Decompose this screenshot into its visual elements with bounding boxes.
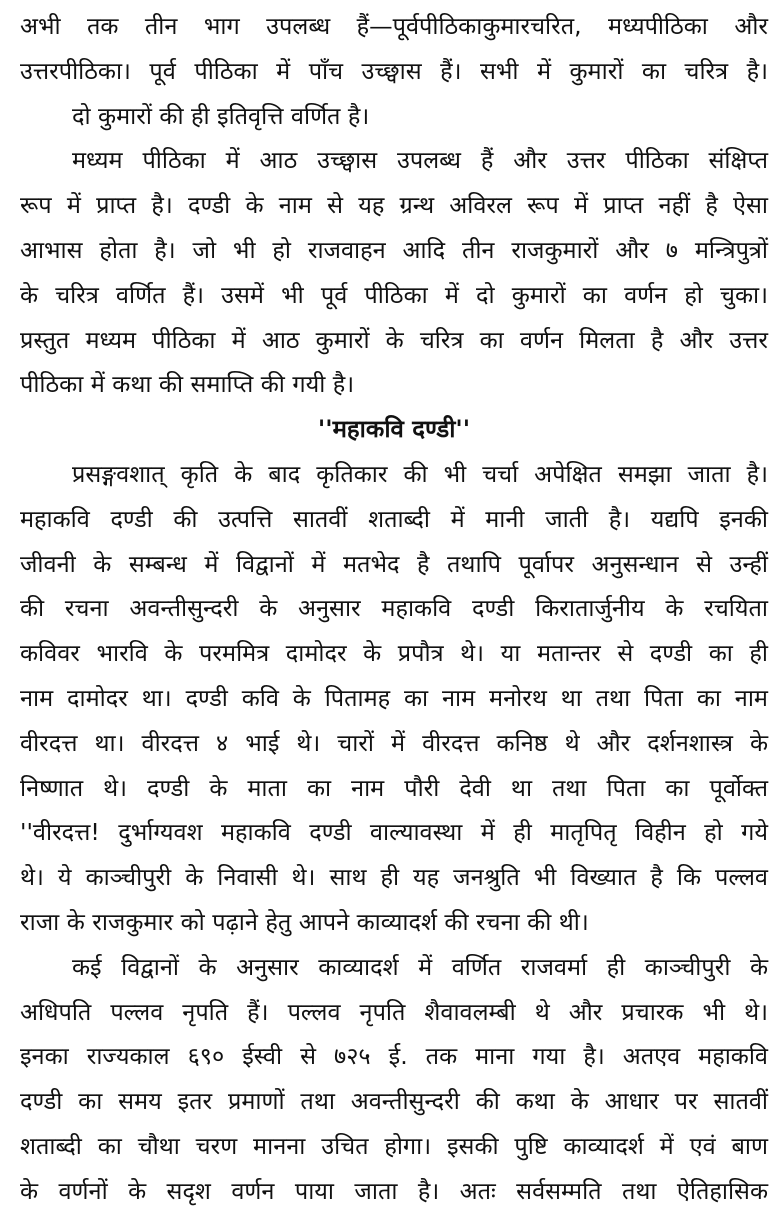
text-line: राजा के राजकुमार को पढ़ाने हेतु आपने काव्यादर्श की रचना की थी। [20,907,589,936]
text-line: कई विद्वानों के अनुसार काव्यादर्श में वर्णित राजवर्मा ही काञ्चीपुरी के [72,952,768,981]
text-line: प्रसङ्गवशात् कृति के बाद कृतिकार की भी चर्चा अपेक्षित समझा जाता है। [72,459,768,488]
text-line: अभी तक तीन भाग उपलब्ध हैं—पूर्वपीठिकाकुमारचरित, मध्यपीठिका और [20,12,768,40]
document-page [20,4,768,1214]
text-line: पीठिका में कथा की समाप्ति की गयी है। [20,370,355,399]
text-line: नाम दामोदर था। दण्डी कवि के पितामह का नाम मनोरथ था तथा पिता का नाम [20,683,768,712]
text-line: अधिपति पल्लव नृपति हैं। पल्लव नृपति शैवावलम्बी थे और प्रचारक भी थे। [20,997,768,1026]
text-line: के वर्णनों के सदृश वर्णन पाया जाता है। अतः सर्वसम्मति तथा ऐतिहासिक [20,1176,768,1205]
text-line: ''वीरदत्त! दुर्भाग्यवश महाकवि दण्डी वाल्यावस्था में ही मातृपितृ विहीन हो गये [20,818,768,847]
text-line: दण्डी का समय इतर प्रमाणों तथा अवन्तीसुन्दरी की कथा के आधार पर सातवीं [20,1087,768,1116]
text-line: कविवर भारवि के परममित्र दामोदर के प्रपौत्र थे। या मतान्तर से दण्डी का ही [20,639,768,668]
text-line: इनका राज्यकाल ६९० ईस्वी से ७२५ ई. तक माना गया है। अतएव महाकवि [20,1042,768,1071]
text-line: उत्तरपीठिका। पूर्व पीठिका में पाँच उच्छ्वास हैं। सभी में कुमारों का चरित्र है। [20,56,768,85]
text-line: प्रस्तुत मध्यम पीठिका में आठ कुमारों के चरित्र का वर्णन मिलता है और उत्तर [20,325,768,354]
text-line: शताब्दी का चौथा चरण मानना उचित होगा। इसकी पुष्टि काव्यादर्श में एवं बाण [20,1131,768,1160]
text-line: जीवनी के सम्बन्ध में विद्वानों में मतभेद है तथापि पूर्वापर अनुसन्धान से उन्हीं [20,549,768,578]
text-line: मध्यम पीठिका में आठ उच्छ्वास उपलब्ध हैं और उत्तर पीठिका संक्षिप्त [72,146,768,175]
text-line: रूप में प्राप्त है। दण्डी के नाम से यह ग्रन्थ अविरल रूप में प्राप्त नहीं है ऐसा [20,191,768,220]
text-line: वीरदत्त था। वीरदत्त ४ भाई थे। चारों में वीरदत्त कनिष्ठ थे और दर्शनशास्त्र के [20,728,768,757]
section-heading: ''महाकवि दण्डी'' [317,415,471,444]
text-line: की रचना अवन्तीसुन्दरी के अनुसार महाकवि दण्डी किरातार्जुनीय के रचयिता [20,594,768,623]
text-line: के चरित्र वर्णित हैं। उसमें भी पूर्व पीठिका में दो कुमारों का वर्णन हो चुका। [20,280,768,309]
text-line: निष्णात थे। दण्डी के माता का नाम पौरी देवी था तथा पिता का पूर्वोक्त [20,773,768,802]
text-line: दो कुमारों की ही इतिवृत्ति वर्णित है। [72,101,370,130]
text-line: आभास होता है। जो भी हो राजवाहन आदि तीन राजकुमारों और ७ मन्त्रिपुत्रों [20,235,768,264]
text-line: थे। ये काञ्चीपुरी के निवासी थे। साथ ही यह जनश्रुति भी विख्यात है कि पल्लव [20,863,768,892]
text-line: महाकवि दण्डी की उत्पत्ति सातवीं शताब्दी में मानी जाती है। यद्यपि इनकी [20,504,768,533]
